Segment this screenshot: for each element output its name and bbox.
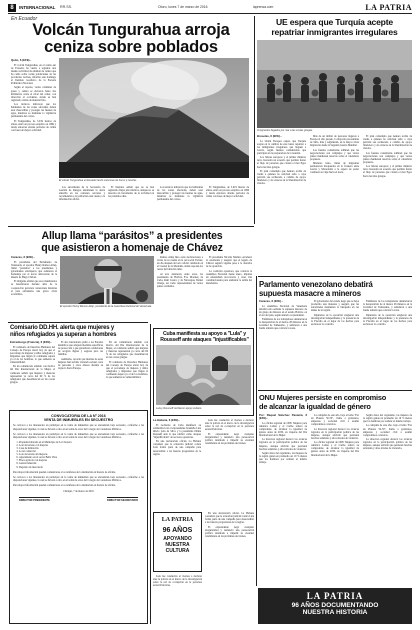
paragraph: La coalición opositora, que controla la Asamblea Nacional desde enero, impulsa un referéndum revocatorio y otras vías constitucionales para adelantar la salida del mandatario. [206, 269, 252, 285]
paragraph: Las autoridades de la Secretaría de Gestión de Riesgos mantienen la alerta amarilla en los cantones cercanos y recomiendan a la población estar atenta a la información oficial. [59, 186, 105, 202]
photo-caption: Inmigrantes llegados por mar a las costas griegas. [257, 129, 313, 132]
byline: Caracas, 6 (EFE).- [259, 300, 283, 303]
story-column-3 [363, 414, 412, 586]
paragraph: Los líderes europeos y el primer ministro turco buscarán un acuerdo que permita frenar el flujo de personas que cruzan el mar Egeo hacia las islas griegas. [363, 165, 412, 178]
photo-caption: El opositor Henry Ramos Allup, presidente de la Asamblea Nacional de Venezuela. [60, 305, 152, 308]
byline: Caracas, 6 (EFE).- [11, 256, 35, 259]
volcano-image [59, 58, 249, 178]
story-cuba-lula-more-2 [153, 575, 202, 623]
paragraph: El comisario de Derechos Humanos del Consejo de Europa alertó hoy de que el porcentaje de mujeres y niños refugiados y migrantes que llegan al continente supera ya al de los hombres, lo que aumenta su vulnerabilidad. [106, 360, 148, 380]
promo-banner [258, 588, 412, 624]
paragraph: Los líderes europeos y el primer ministro turco buscarán un acuerdo que permita frenar el flujo de personas que cruzan el mar Egeo hacia las islas griegas. [257, 156, 306, 169]
notice-item: 1. Propiedad ubicada en el Municipio de La Chorrera [19, 441, 144, 444]
paragraph: El expresidente negó cualquier irregularidad y denunció una persecución política destinada a impedir su eventual candidatura en las próximas elecciones. [205, 432, 254, 445]
promo-line: CULTURA [165, 548, 190, 554]
story-column-1 [257, 135, 306, 273]
paragraph: La oficina regional de ONU Mujeres para América Latina y el Caribe reiteró su compromiso de alcanzar la igualdad de género antes de 2030, en vísperas del Día Internacional de la Mujer. [311, 441, 359, 457]
headline-line-2: ceniza sobre poblados [44, 38, 218, 56]
headline-line-2: niños refugiados ya superan a hombres [10, 332, 117, 338]
story-column-4 [157, 186, 203, 222]
notice-intro: Se convoca a los interesados en participar en la venta de inmuebles que se encuentran bajo secuestro, conforme a las disposiciones vigentes, la cual se llevará a cabo en el salón de actos del Colegio de Contadores Públicos. [13, 432, 144, 439]
headline-line-2: de alcanzar la igualdad de género [259, 401, 371, 411]
header-date: Otoro, lunes 7 de marzo de 2016 [158, 5, 208, 10]
paragraph: Según el reporte, varias columnas de gases y ceniza se elevaron hasta dos kilómetros sobre el nivel del cráter, con dirección al occidente, donde se han registrado caídas de material fino. [11, 86, 56, 102]
legal-notice [9, 410, 148, 624]
paragraph: El gobernador del estado negó que se haya producido una matanza y aseguró que las autoridades mantienen la búsqueda en las minas de la región. [311, 300, 359, 313]
paragraph: El Instituto señaló que no se han registrado flujos piroclásticos, aunque no se descarta un incremento de la actividad en los próximos días. [108, 186, 154, 199]
lula-rousseff-image [156, 345, 251, 405]
headline-line-1: ONU Mujeres persiste en compromiso [259, 393, 387, 402]
byline: La Habana, 6 (EFE).- [153, 419, 181, 422]
section-rule [258, 276, 412, 277]
paragraph: La directora regional destacó los avances logrados en la participación política de las mujeres, aunque advirtió que persisten brechas salariales y altos niveles de violencia. [311, 427, 359, 440]
notice-items [13, 441, 144, 469]
notice-signatures [13, 497, 144, 502]
story-column-2 [205, 419, 254, 509]
story-onu-mujeres [259, 392, 412, 586]
promo-line: APOYANDO [163, 536, 192, 542]
notice-item: 9. Depósito de mercancía [19, 466, 144, 469]
promo-banner-line: 96 AÑOS DOCUMENTANDO [291, 602, 379, 609]
paragraph: La Unión Europea espera que Turquía acepte en la cumbre de este lunes repatriar a los inmigrantes irregulares que lleguen a Grecia, según fuentes comunitarias que participan en la preparación de la reunión. [257, 139, 306, 155]
story-parlamento [259, 278, 412, 388]
section-rule [258, 390, 412, 391]
story-column-1 [11, 256, 57, 318]
story-kicker: En Ecuador [11, 16, 38, 22]
paragraph: En un comunicado emitido con motivo del Día Internacional de la Mujer, el comisario señaló que mujeres y menores representan ya cerca del 60 % de los refugiados que desembarcan en las costas griegas. [10, 365, 55, 384]
story-column-2 [311, 414, 359, 586]
photo-caption: Lula y Rousseff recibieron apoyo cubano. [156, 407, 203, 410]
notice-title-1: CONVOCATORIA DE LA Nº 2016 [51, 414, 106, 418]
allup-photo [60, 256, 154, 304]
section-label: INTERNACIONAL [19, 5, 56, 10]
notice-closing: Se convoca a los interesados en participar en la venta de inmuebles que se encuentran bajo secuestro, conforme a las disposiciones vigentes, la cual se llevará a cabo en el salón de actos del Colegio de Contadores Públicos. [13, 475, 144, 482]
headline-line-1: Allup llama “parásitos” a presidentes [41, 230, 223, 242]
story-allup [8, 228, 254, 320]
story-column-2 [157, 256, 203, 318]
byline: Por: Raquel Sánchez Panamá, 6 (EFE).- [259, 414, 307, 421]
paragraph: El Gobierno de Cuba manifestó su solidaridad con el expresidente brasileño Luiz Inácio Lula da Silva y la presidenta Dilma Rousseff ante lo que calificó como ataques "injustificables" de sectores opositores. [153, 423, 201, 439]
column-divider [256, 276, 257, 586]
column-divider [150, 324, 151, 624]
notice-item: 7. Finca agrícola con mejoras [19, 459, 144, 462]
story-headline: Cuba manifiesta su apoyo a "Lula" y Rousseff ante ataques "injustificables" [160, 331, 249, 343]
paragraph: La Asamblea Nacional de Venezuela debatirá esta semana la supuesta masacre de un grupo de mineros en el estado Bolívar, en el sur del país, según anunció su presidente. [259, 304, 307, 317]
page-number: 8 [8, 4, 16, 12]
story-column-1 [153, 419, 201, 509]
headline-line-1: UE espera que Turquía acepte [276, 17, 393, 27]
paragraph: Lula fue conducido el viernes a declarar ante la policía en el marco de la investigación sobre la red de corrupción en la petrolera estatal Petrobras. [205, 419, 254, 432]
story-headline [259, 394, 412, 411]
paragraph: La campaña de este año, bajo el lema "Por un Planeta 50-50", llama a gobiernos, empresas y sociedad civil a asumir compromisos concretos. [363, 424, 412, 437]
paragraph: El comisario de Derechos Humanos del Consejo de Europa alertó hoy de que el porcentaje de mujeres y niños refugiados y migrantes que llegan al continente supera ya al de los hombres, lo que aumenta su vulnerabilidad. [10, 345, 55, 365]
story-column-5 [206, 186, 249, 222]
signature-left: DIRECTOR PRESIDENTE [19, 499, 50, 503]
story-column-3 [363, 300, 412, 388]
notice-item: 6. Apartamento en el sector Bella Vista [19, 456, 144, 459]
story-volcan [8, 16, 251, 224]
paragraph: La campaña de este año, bajo el lema "Por un Planeta 50-50", llama a gobiernos, empresas y sociedad civil a asumir compromisos concretos. [311, 414, 359, 427]
notice-item: 3. Casa de habitación [19, 447, 144, 450]
header-web: laprensa.com [253, 5, 274, 10]
paragraph: Asimismo, recordó que muchas de estas mujeres han sufrido violencia sexual, trata de personas y otros abusos durante su trayecto hacia Europa. [58, 357, 103, 370]
paragraph: En una declaración oficial, La Habana consideró que la actuación judicial contra Lula forma parte de una campaña para desacreditar a las fuerzas progresistas de la región. [205, 512, 254, 525]
notice-closing: Para mayor información pueden comunicarse a los teléfonos de la institución en horario de oficina. [13, 483, 116, 487]
paragraph: El presidente del Parlamento de Venezuela, el opositor Henry Ramos Allup, llamó "parásitos" a los presidentes y gobernantes extranjeros que asistieron al homenaje por el tercer aniversario de la muerte de Hugo Chávez. [11, 260, 57, 280]
story-column-2 [311, 300, 359, 388]
story-column-2 [310, 135, 359, 273]
headline-line-2: que asistieron a homenaje de Chávez [41, 242, 223, 254]
story-column-1 [259, 414, 307, 586]
paragraph: Mientras tanto, miles de migrantes permanecen bloqueados en la frontera entre Grecia y Macedonia a la espera de poder continuar su viaje hacia el norte. [310, 162, 359, 175]
headline-line-2: repatriar inmigrantes irregulares [271, 26, 398, 37]
migrants-image [257, 40, 412, 128]
story-column-1 [11, 59, 56, 221]
story-column-1 [10, 341, 55, 407]
notice-title-2: VENTA DE INMUEBLES EN SECUESTRO [43, 418, 114, 423]
story-column-3 [206, 256, 252, 318]
story-ue-turquia [257, 16, 412, 274]
paragraph: Según datos del organismo, las mujeres de la región ganan en promedio un 19 % menos que los hombres por realizar el mismo trabajo. [259, 451, 307, 465]
notice-item: 2. Lote de terreno con mejoras [19, 444, 144, 447]
section-rule [8, 226, 254, 227]
notice-closing: Para mayor información pueden comunicarse a los teléfonos de la institución en horario de oficina. [13, 470, 116, 474]
paragraph: El plan contempla que Ankara reciba de vuelta a quienes no soliciten asilo o cuya petición sea rechazada, a cambio de apoyo financiero y de avances en la liberalización de visados. [257, 169, 306, 186]
byline: Quito, 6 (EFE).- [11, 59, 32, 62]
paragraph: El volcán Tungurahua, en el centro-sur de Ecuador, ha vuelto a registrar una intensa actividad de emisión de ceniza que ha caído sobre varias poblaciones de las provincias vecinas, informó este domingo el Instituto Geofísico de la Escuela Politécnica Nacional. [11, 63, 56, 86]
migrants-photo [257, 40, 412, 128]
paragraph: La oficina regional de ONU Mujeres para América Latina y el Caribe reiteró su compromiso de alcanzar la igualdad de género antes de 2030, en vísperas del Día Internacional de la Mujer. [259, 421, 307, 438]
paragraph: El expresidente negó cualquier irregularidad y denunció una persecución política destinada a impedir su eventual candidatura en las próximas elecciones. [205, 525, 254, 538]
paragraph: Más de un millón de personas llegaron a Europa el año pasado, la mayoría procedentes de Siria, Irak y Afganistán, en la mayor crisis migratoria desde la Segunda Guerra Mundial. [310, 135, 359, 148]
volcano-photo [59, 58, 249, 178]
paragraph: Familiares de los trabajadores denunciaron la desaparición de al menos 28 mineros en la localidad de Tumeremo, y señalaron a una banda armada que controla la zona. [363, 300, 412, 313]
paragraph: Las fuentes consultadas admiten que las negociaciones son complejas y que varios países mantienen reservas sobre el calendario propuesto. [363, 151, 412, 164]
promo-line: NUESTRA [165, 542, 190, 548]
story-headline [10, 325, 148, 339]
section-rule [8, 322, 148, 323]
column-divider [254, 16, 255, 224]
story-column-2 [59, 186, 105, 222]
notice-item: 4. Local comercial [19, 450, 144, 453]
paragraph: Los técnicos indicaron que los habitantes de las zonas afectadas deben usar mascarillas y proteger las fuentes de agua, mientras se mantiene la vigilancia permanente del coloso. [11, 103, 56, 119]
story-column-1 [259, 300, 307, 388]
lula-rousseff-photo [156, 345, 251, 405]
story-comisario [8, 324, 148, 408]
paragraph: El Tungurahua, de 5.019 metros de altura, entró en proceso eruptivo en 1999 y desde entonces alterna períodos de calma con fases de mayor actividad. [11, 119, 56, 133]
paragraph: Familiares de los trabajadores denunciaron la desaparición de al menos 28 mineros en la localidad de Tumeremo, y señalaron a una banda armada que controla la zona. [259, 318, 307, 331]
story-headline [259, 280, 412, 298]
masthead-logo: LA PATRIA [365, 4, 412, 12]
paragraph: El alto funcionario pidió a los Estados miembros que adopten medidas específicas de protección y que garanticen condiciones de acogida dignas y seguras para las familias. [58, 341, 103, 357]
paragraph: El plan contempla que Ankara reciba de vuelta a quienes no soliciten asilo o cuya petición sea rechazada, a cambio de apoyo financiero y de avances en la liberalización de visados. [363, 135, 412, 151]
paragraph: Diputados de la oposición exigieron una investigación independiente y la presencia de la Fiscalía en el lugar de los hechos para esclarecer lo ocurrido. [311, 313, 359, 326]
story-column-3 [108, 186, 154, 222]
promo-ad-small [153, 512, 202, 572]
notice-intro: Se convoca a los interesados en participar en la venta de inmuebles que se encuentran bajo secuestro, conforme a las disposiciones vigentes, la cual se llevará a cabo en el salón de actos del Colegio de Contadores Públicos. [13, 424, 144, 431]
promo-logo: LA PATRIA [161, 517, 194, 523]
paragraph: Los técnicos indicaron que los habitantes de las zonas afectadas deben usar mascarillas y proteger las fuentes de agua, mientras se mantiene la vigilancia permanente del coloso. [157, 186, 203, 202]
photo-caption: El volcán Tungurahua en Ecuador lanzó columnas de humo y cenizas. [59, 179, 137, 182]
paragraph: El Tungurahua, de 5.019 metros de altura, entró en proceso eruptivo en 1999 y desde entonces alterna períodos de calma con fases de mayor actividad. [206, 186, 249, 199]
promo-banner-line: NUESTRA HISTORIA [302, 609, 368, 616]
story-column-3 [106, 341, 148, 407]
paragraph: La directora regional destacó los avances logrados en la participación política de las mujeres, aunque advirtió que persisten brechas salariales y altos niveles de violencia. [259, 438, 307, 451]
story-headline [10, 230, 254, 254]
byline: Estrasburgo (Francia), 6 (EFE).- [10, 341, 52, 344]
promo-banner-logo: LA PATRIA [306, 591, 364, 601]
story-headline [257, 18, 412, 37]
paragraph: El presidente Nicolás Maduro encabezó la ceremonia y aseguró que el legado de Chávez seguirá vigente pese a la ofensiva de la oposición. [206, 256, 252, 269]
story-column-3 [363, 135, 412, 273]
story-column-2 [58, 341, 103, 407]
signature-right: DIRECTOR SECRETARIO [106, 499, 138, 503]
story-headline [11, 22, 251, 56]
story-cuba-lula-text [153, 419, 254, 509]
notice-place-date: Chiriquí, 7 de marzo de 2016 [63, 490, 94, 493]
headline-line-1: Comisario DD.HH. alerta que mujeres y [10, 325, 114, 331]
byline: Bruselas, 6 (EFE).- [257, 135, 282, 138]
paragraph: Al acto asistieron, entre otros, los presidentes de Bolivia, Evo Morales; de Cuba, Raúl Castro; y de Nicaragua, Daniel Ortega, así como representantes de varios países caribeños. [157, 272, 203, 289]
notice-item: 5. Lote de terreno sin mejoras [19, 453, 144, 456]
paragraph: Ramos Allup hizo estas declaraciones a través de su cuenta en la red social Twitter, un día después del acto oficial celebrado en el Cuartel de la Montaña, donde reposan los restos del fallecido líder. [157, 256, 203, 272]
notice-item: 8. Galera industrial [19, 462, 144, 465]
paragraph: El dirigente afirmó que esos mandatarios se beneficiaron durante años de la cooperación petrolera venezolana mientras el país enfrentaba una grave crisis económica. [11, 280, 57, 296]
paragraph: Las fuentes consultadas admiten que las negociaciones son complejas y que varios países mantienen reservas sobre el calendario propuesto. [310, 148, 359, 161]
story-cuba-lula-more [205, 512, 254, 622]
promo-line: 96 AÑOS [162, 527, 193, 534]
sub-section-label: RR.SS. [60, 5, 72, 10]
headline-line-2: supuesta masacre a mineros [259, 289, 361, 298]
story-cuba-lula [153, 328, 254, 416]
paragraph: Según datos del organismo, las mujeres de la región ganan en promedio un 19 % menos que los hombres por realizar el mismo trabajo. [363, 414, 412, 424]
headline-line-1: Volcán Tungurahua arroja [32, 21, 230, 39]
paragraph: En una declaración oficial, La Habana consideró que la actuación judicial contra Lula forma parte de una campaña para desacreditar a las fuerzas progresistas de la región. [153, 440, 201, 456]
header-rule [8, 13, 412, 14]
paragraph: Diputados de la oposición exigieron una investigación independiente y la presencia de la Fiscalía en el lugar de los hechos para esclarecer lo ocurrido. [363, 313, 412, 326]
paragraph: La directora regional destacó los avances logrados en la participación política de las mujeres, aunque advirtió que persisten brechas salariales y altos niveles de violencia. [363, 438, 412, 451]
allup-image [60, 256, 154, 304]
paragraph: En un comunicado emitido con motivo del Día Internacional de la Mujer, el comisario señaló que mujeres y menores representan ya cerca del 60 % de los refugiados que desembarcan en las costas griegas. [106, 341, 148, 360]
paragraph: Lula fue conducido el viernes a declarar ante la policía en el marco de la investigación sobre la red de corrupción en la petrolera estatal Petrobras. [153, 575, 202, 588]
headline-line-1: Parlamento venezolano debatirá [259, 280, 373, 289]
